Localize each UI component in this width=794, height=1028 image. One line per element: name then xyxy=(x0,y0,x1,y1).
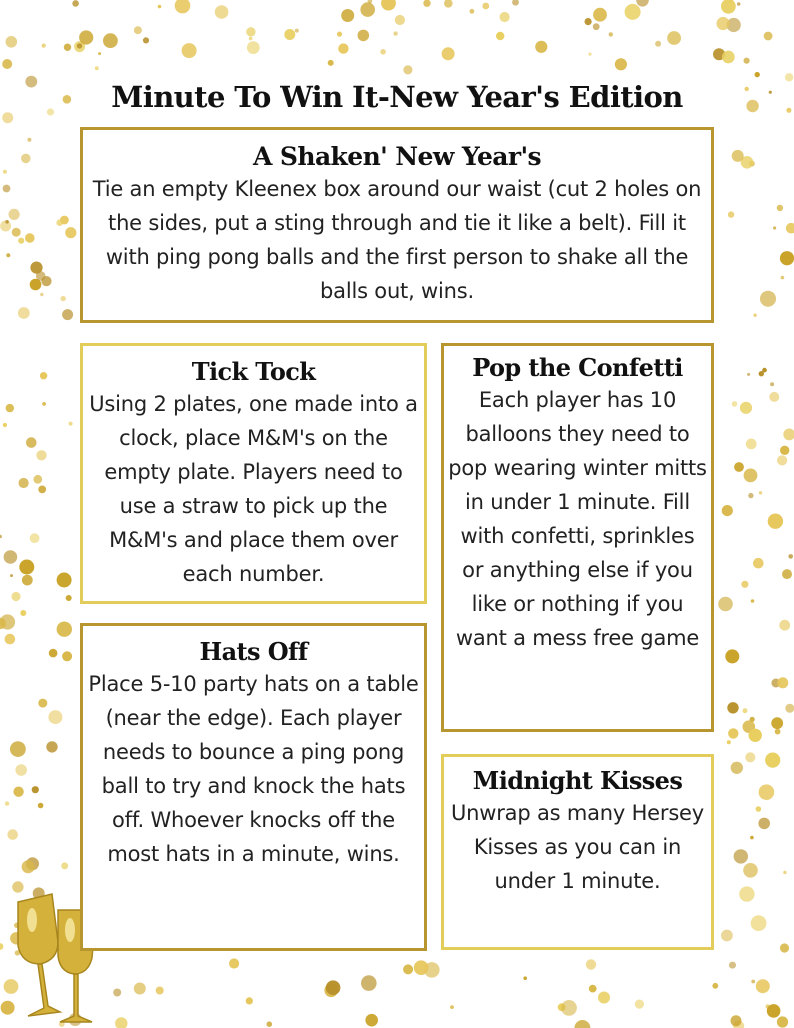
confetti-dot xyxy=(773,226,776,229)
confetti-dot xyxy=(512,0,519,6)
confetti-dot xyxy=(741,581,748,588)
confetti-dot xyxy=(751,980,755,984)
confetti-dot xyxy=(781,276,785,280)
confetti-dot xyxy=(655,41,661,47)
confetti-dot xyxy=(32,786,39,793)
confetti-dot xyxy=(777,205,783,211)
confetti-dot xyxy=(295,29,299,33)
confetti-dot xyxy=(734,849,748,863)
confetti-dot xyxy=(365,1014,378,1027)
confetti-dot xyxy=(588,53,591,56)
confetti-dot xyxy=(113,989,121,997)
confetti-dot xyxy=(450,1005,454,1009)
confetti-dot xyxy=(26,437,37,448)
confetti-dot xyxy=(38,486,46,494)
confetti-dot xyxy=(725,649,739,663)
confetti-dot xyxy=(444,0,453,8)
confetti-dot xyxy=(215,5,229,19)
card-heading: A Shaken' New Year's xyxy=(253,142,541,171)
confetti-dot xyxy=(380,49,386,55)
confetti-dot xyxy=(585,18,592,25)
confetti-dot xyxy=(783,429,794,441)
confetti-dot xyxy=(69,422,73,426)
confetti-dot xyxy=(721,930,733,942)
confetti-dot xyxy=(753,558,764,569)
confetti-dot xyxy=(636,0,649,7)
confetti-dot xyxy=(22,575,33,586)
confetti-dot xyxy=(393,31,397,35)
confetti-dot xyxy=(767,1004,781,1018)
confetti-dot xyxy=(65,227,76,238)
confetti-dot xyxy=(777,1016,788,1027)
confetti-dot xyxy=(249,37,253,41)
confetti-dot xyxy=(734,462,744,472)
confetti-dot xyxy=(95,66,99,70)
confetti-dot xyxy=(62,309,73,320)
confetti-dot xyxy=(740,402,752,414)
confetti-dot xyxy=(143,37,149,43)
confetti-dot xyxy=(5,801,9,805)
confetti-dot xyxy=(727,702,738,713)
confetti-dot xyxy=(246,27,255,36)
confetti-dot xyxy=(103,33,118,48)
confetti-dot xyxy=(21,154,31,164)
confetti-dot xyxy=(414,960,429,975)
confetti-dot xyxy=(765,753,780,768)
confetti-dot xyxy=(0,535,2,539)
confetti-dot xyxy=(593,23,600,30)
confetti-dot xyxy=(328,60,334,66)
confetti-dot xyxy=(756,979,770,993)
confetti-dot xyxy=(500,12,510,22)
confetti-dot xyxy=(381,0,396,11)
confetti-dot xyxy=(625,4,641,20)
confetti-dot xyxy=(5,220,9,224)
confetti-dot xyxy=(744,469,758,483)
confetti-dot xyxy=(788,554,793,559)
confetti-dot xyxy=(496,32,504,40)
confetti-dot xyxy=(40,372,47,379)
card-body: Tie an empty Kleenex box around our waist (cut 2 holes on the sides, put a sting through and tie it like a belt). Fill it with ping pong balls and the first person to shake all the balls out, wins. xyxy=(92,177,702,303)
confetti-dot xyxy=(635,1000,644,1009)
confetti-dot xyxy=(535,41,547,53)
confetti-dot xyxy=(523,976,527,980)
confetti-dot xyxy=(403,964,413,974)
confetti-dot xyxy=(717,17,730,30)
confetti-dot xyxy=(586,959,596,969)
confetti-dot xyxy=(66,595,72,601)
card-heading: Pop the Confetti xyxy=(472,353,683,382)
confetti-dot xyxy=(722,51,735,64)
confetti-dot xyxy=(748,493,753,498)
confetti-dot xyxy=(42,402,46,406)
confetti-dot xyxy=(764,32,773,41)
confetti-dot xyxy=(79,30,93,44)
confetti-dot xyxy=(19,478,29,488)
confetti-dot xyxy=(326,980,341,995)
confetti-dot xyxy=(561,1000,577,1016)
confetti-dot xyxy=(745,752,755,762)
confetti-dot xyxy=(9,209,20,220)
confetti-dot xyxy=(10,574,13,577)
confetti-dot xyxy=(750,836,754,840)
confetti-dot xyxy=(780,446,789,455)
confetti-dot xyxy=(98,52,101,55)
confetti-dot xyxy=(38,699,47,708)
confetti-dot xyxy=(780,943,789,952)
confetti-dot xyxy=(775,729,781,735)
confetti-dot xyxy=(42,44,46,48)
confetti-dot xyxy=(423,0,430,7)
confetti-dot xyxy=(728,728,738,738)
confetti-dot xyxy=(3,423,7,427)
confetti-dot xyxy=(229,958,239,968)
confetti-dot xyxy=(7,829,18,840)
confetti-dot xyxy=(6,404,14,412)
confetti-dot xyxy=(77,43,82,48)
confetti-dot xyxy=(57,622,72,637)
confetti-dot xyxy=(482,3,489,10)
confetti-dot xyxy=(18,307,30,319)
confetti-dot xyxy=(403,65,412,74)
confetti-dot xyxy=(30,262,42,274)
card-heading: Hats Off xyxy=(199,637,308,666)
confetti-dot xyxy=(358,30,370,42)
confetti-dot xyxy=(134,26,142,34)
confetti-dot xyxy=(3,185,11,193)
confetti-dot xyxy=(5,634,16,645)
confetti-dot xyxy=(25,233,35,243)
card-body: Unwrap as many Hersey Kisses as you can in under 1 minute. xyxy=(450,800,705,893)
confetti-dot xyxy=(728,211,734,217)
game-card-hats-off xyxy=(80,623,427,951)
confetti-dot xyxy=(743,863,758,878)
confetti-dot xyxy=(615,58,627,70)
card-heading: Midnight Kisses xyxy=(472,766,683,795)
game-card-tick-tock xyxy=(80,343,427,604)
confetti-dot xyxy=(6,253,10,257)
confetti-dot xyxy=(712,983,718,989)
confetti-dot xyxy=(718,597,733,612)
confetti-dot xyxy=(40,293,43,296)
confetti-dot xyxy=(27,138,31,142)
confetti-dot xyxy=(361,975,377,991)
confetti-dot xyxy=(762,368,767,373)
confetti-dot xyxy=(64,44,71,51)
confetti-dot xyxy=(13,787,23,797)
confetti-dot xyxy=(442,47,455,60)
confetti-dot xyxy=(158,5,162,9)
card-body: Each player has 10 balloons they need to pop wearing winter mitts in under 1 minute. Fill with confetti, sprinkles or anything else if you like or nothing if you want a mess free game xyxy=(448,387,707,650)
confetti-dot xyxy=(338,43,348,53)
confetti-dot xyxy=(755,72,760,77)
confetti-dot xyxy=(30,533,40,543)
confetti-dot xyxy=(341,9,354,22)
confetti-dot xyxy=(760,291,776,307)
confetti-dot xyxy=(33,475,42,484)
confetti-dot xyxy=(247,41,260,54)
confetti-dot xyxy=(667,31,681,45)
confetti-dot xyxy=(746,439,757,450)
confetti-dot xyxy=(731,1015,742,1026)
confetti-dot xyxy=(10,741,26,757)
confetti-dot xyxy=(18,238,24,244)
confetti-dot xyxy=(395,15,405,25)
confetti-dot xyxy=(751,915,767,931)
confetti-dot xyxy=(753,314,756,317)
confetti-dot xyxy=(115,1017,127,1028)
confetti-dot xyxy=(758,818,770,830)
confetti-dot xyxy=(15,764,27,776)
confetti-dot xyxy=(609,32,613,36)
card-heading: Tick Tock xyxy=(191,357,316,386)
confetti-dot xyxy=(4,550,18,564)
card-body: Place 5-10 party hats on a table (near the edge). Each player needs to bounce a ping pong ball to try and knock the hats off. Whoever knocks off the most hats in a minute, wins. xyxy=(88,671,419,866)
confetti-dot xyxy=(19,560,34,575)
confetti-dot xyxy=(751,599,755,603)
confetti-dot xyxy=(737,2,740,5)
confetti-dot xyxy=(727,740,731,744)
confetti-dot xyxy=(267,1021,273,1027)
confetti-dot xyxy=(337,31,342,36)
confetti-dot xyxy=(780,251,794,265)
confetti-dot xyxy=(777,677,788,688)
confetti-dot xyxy=(6,36,18,48)
game-card-pop-the-confetti xyxy=(441,343,714,732)
confetti-dot xyxy=(779,620,790,631)
confetti-dot xyxy=(574,1020,590,1028)
confetti-dot xyxy=(470,9,475,14)
confetti-dot xyxy=(598,992,610,1004)
confetti-dot xyxy=(156,987,164,995)
confetti-dot xyxy=(36,450,46,460)
confetti-dot xyxy=(72,0,79,7)
confetti-dot xyxy=(729,962,736,969)
confetti-dot xyxy=(743,708,748,713)
confetti-dot xyxy=(360,2,375,17)
confetti-dot xyxy=(57,573,72,588)
confetti-dot xyxy=(61,862,68,869)
confetti-dot xyxy=(749,729,762,742)
confetti-dot xyxy=(38,803,44,809)
confetti-dot xyxy=(593,8,607,22)
confetti-dot xyxy=(62,651,72,661)
confetti-dot xyxy=(783,871,786,874)
confetti-dot xyxy=(770,382,774,386)
confetti-dot xyxy=(2,59,12,69)
confetti-dot xyxy=(48,710,62,724)
confetti-dot xyxy=(785,704,794,713)
game-card-midnight-kisses xyxy=(441,754,714,950)
confetti-dot xyxy=(49,649,58,658)
confetti-dot xyxy=(769,392,779,402)
confetti-dot xyxy=(756,806,762,812)
game-card-shaken-new-years xyxy=(80,127,714,323)
confetti-dot xyxy=(721,0,736,14)
confetti-dot xyxy=(786,223,794,234)
confetti-dot xyxy=(759,491,762,494)
confetti-dot xyxy=(768,514,783,529)
confetti-dot xyxy=(771,717,783,729)
confetti-dot xyxy=(22,860,35,873)
confetti-dot xyxy=(744,58,750,64)
confetti-dot xyxy=(732,401,738,407)
confetti-dot xyxy=(11,592,20,601)
confetti-dot xyxy=(739,886,754,901)
confetti-dot xyxy=(759,784,775,800)
confetti-dot xyxy=(20,610,26,616)
confetti-dot xyxy=(284,29,295,40)
confetti-dot xyxy=(12,228,21,237)
confetti-dot xyxy=(46,741,57,752)
confetti-dot xyxy=(3,170,7,174)
confetti-dot xyxy=(777,455,787,465)
confetti-dot xyxy=(722,505,733,516)
card-body: Using 2 plates, one made into a clock, place M&M's on the empty plate. Players need to use a straw to pick up the M&M's and place them over each number. xyxy=(89,391,418,586)
confetti-dot xyxy=(589,985,597,993)
confetti-dot xyxy=(246,997,253,1004)
confetti-dot xyxy=(732,150,744,162)
confetti-dot xyxy=(782,569,792,579)
confetti-dot xyxy=(731,762,743,774)
confetti-dot xyxy=(175,0,191,13)
confetti-dot xyxy=(56,219,63,226)
page-title: Minute To Win It-New Year's Edition xyxy=(111,80,683,114)
confetti-dot xyxy=(134,983,146,995)
confetti-dot xyxy=(747,373,750,376)
confetti-dot xyxy=(61,296,66,301)
confetti-dot xyxy=(182,43,197,58)
